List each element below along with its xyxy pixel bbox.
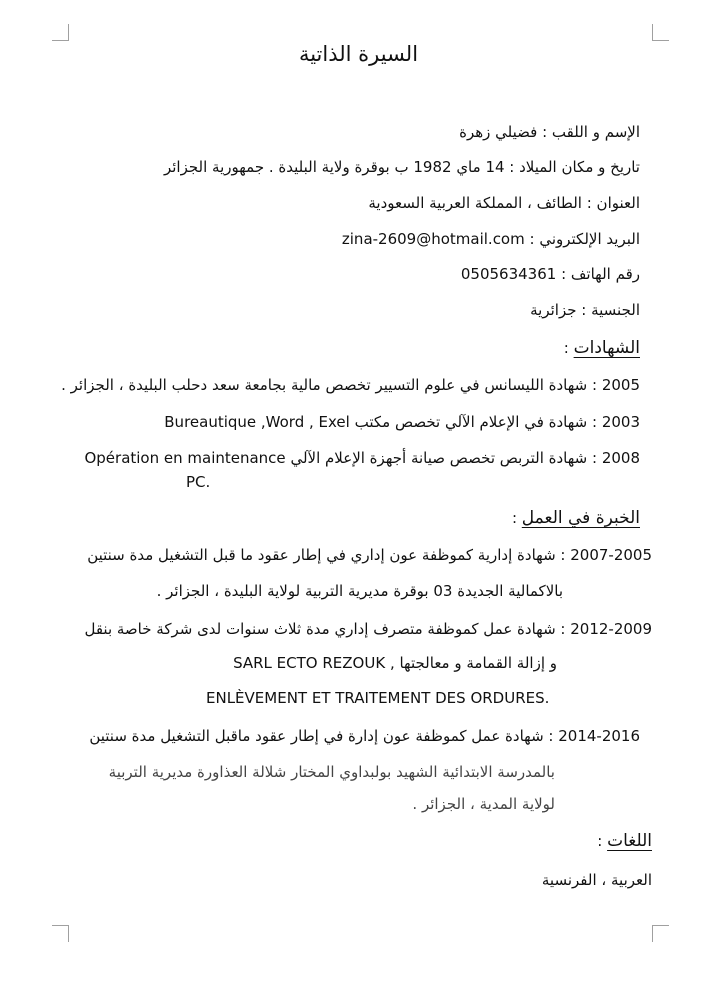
email-line <box>342 229 640 249</box>
page-corner-mark-top-right <box>652 24 669 41</box>
experience-item-continuation: ENLÈVEMENT ET TRAITEMENT DES ORDURES. <box>206 689 550 707</box>
experience-item: 2007-2005 : شهادة إدارية كموظفة عون إداري في إطار عقود ما قبل التشغيل مدة سنتين <box>87 546 652 564</box>
certificates-heading: الشهادات <box>573 338 640 358</box>
languages-heading: اللغات <box>607 831 652 851</box>
page-corner-mark-bottom-right <box>652 925 669 942</box>
experience-heading: الخبرة في العمل <box>521 508 640 528</box>
certificate-item: 2005 : شهادة الليسانس في علوم التسيير تخصص مالية بجامعة سعد دحلب البليدة ، الجزائر . <box>61 376 640 394</box>
name-line: الإسم و اللقب : فضيلي زهرة <box>459 123 640 141</box>
languages-section-heading <box>597 831 652 851</box>
nationality-line: الجنسية : جزائرية <box>530 301 640 319</box>
phone-label: رقم الهاتف : <box>561 265 640 283</box>
experience-item-continuation: بالاكمالية الجديدة 03 بوقرة مديرية التربية لولاية البليدة ، الجزائر . <box>156 582 563 600</box>
birth-line: تاريخ و مكان الميلاد : 14 ماي 1982 ب بوقرة ولاية البليدة . جمهورية الجزائر <box>163 158 640 176</box>
experience-item-continuation: بالمدرسة الابتدائية الشهيد بولبداوي المختار شلالة العذاورة مديرية التربية <box>108 763 555 781</box>
languages-value: العربية ، الفرنسية <box>541 871 652 889</box>
certificate-item: 2003 : شهادة في الإعلام الآلي تخصص مكتب Bureautique ,Word , Exel <box>164 413 640 431</box>
certificate-item-continuation: PC. <box>186 473 211 491</box>
experience-item: 2014-2016 : شهادة عمل كموظفة عون إدارة في إطار عقود ماقبل التشغيل مدة سنتين <box>89 727 640 745</box>
email-value: zina-2609@hotmail.com <box>341 230 525 248</box>
document-title: السيرة الذاتية <box>298 42 419 66</box>
languages-heading-colon: : <box>597 832 603 850</box>
email-label: البريد الإلكتروني : <box>529 230 640 248</box>
phone-line <box>461 264 640 284</box>
phone-value: 0505634361 <box>460 265 557 283</box>
certificate-item: 2008 : شهادة التربص تخصص صيانة أجهزة الإعلام الآلي Opération en maintenance <box>84 449 640 467</box>
experience-item: 2012-2009 : شهادة عمل كموظفة متصرف إداري مدة ثلاث سنوات لدى شركة خاصة بنقل <box>84 620 652 638</box>
page-corner-mark-top-left <box>52 24 69 41</box>
certificates-section-heading <box>564 338 640 358</box>
experience-item-continuation: و إزالة القمامة و معالجتها , SARL ECTO REZOUK <box>233 654 557 672</box>
certificates-heading-colon: : <box>563 339 569 357</box>
experience-heading-colon: : <box>511 509 518 527</box>
experience-section-heading <box>512 508 640 528</box>
address-line: العنوان : الطائف ، المملكة العربية السعودية <box>368 194 640 212</box>
experience-item-continuation: لولاية المدية ، الجزائر . <box>412 795 555 813</box>
page-corner-mark-bottom-left <box>52 925 69 942</box>
